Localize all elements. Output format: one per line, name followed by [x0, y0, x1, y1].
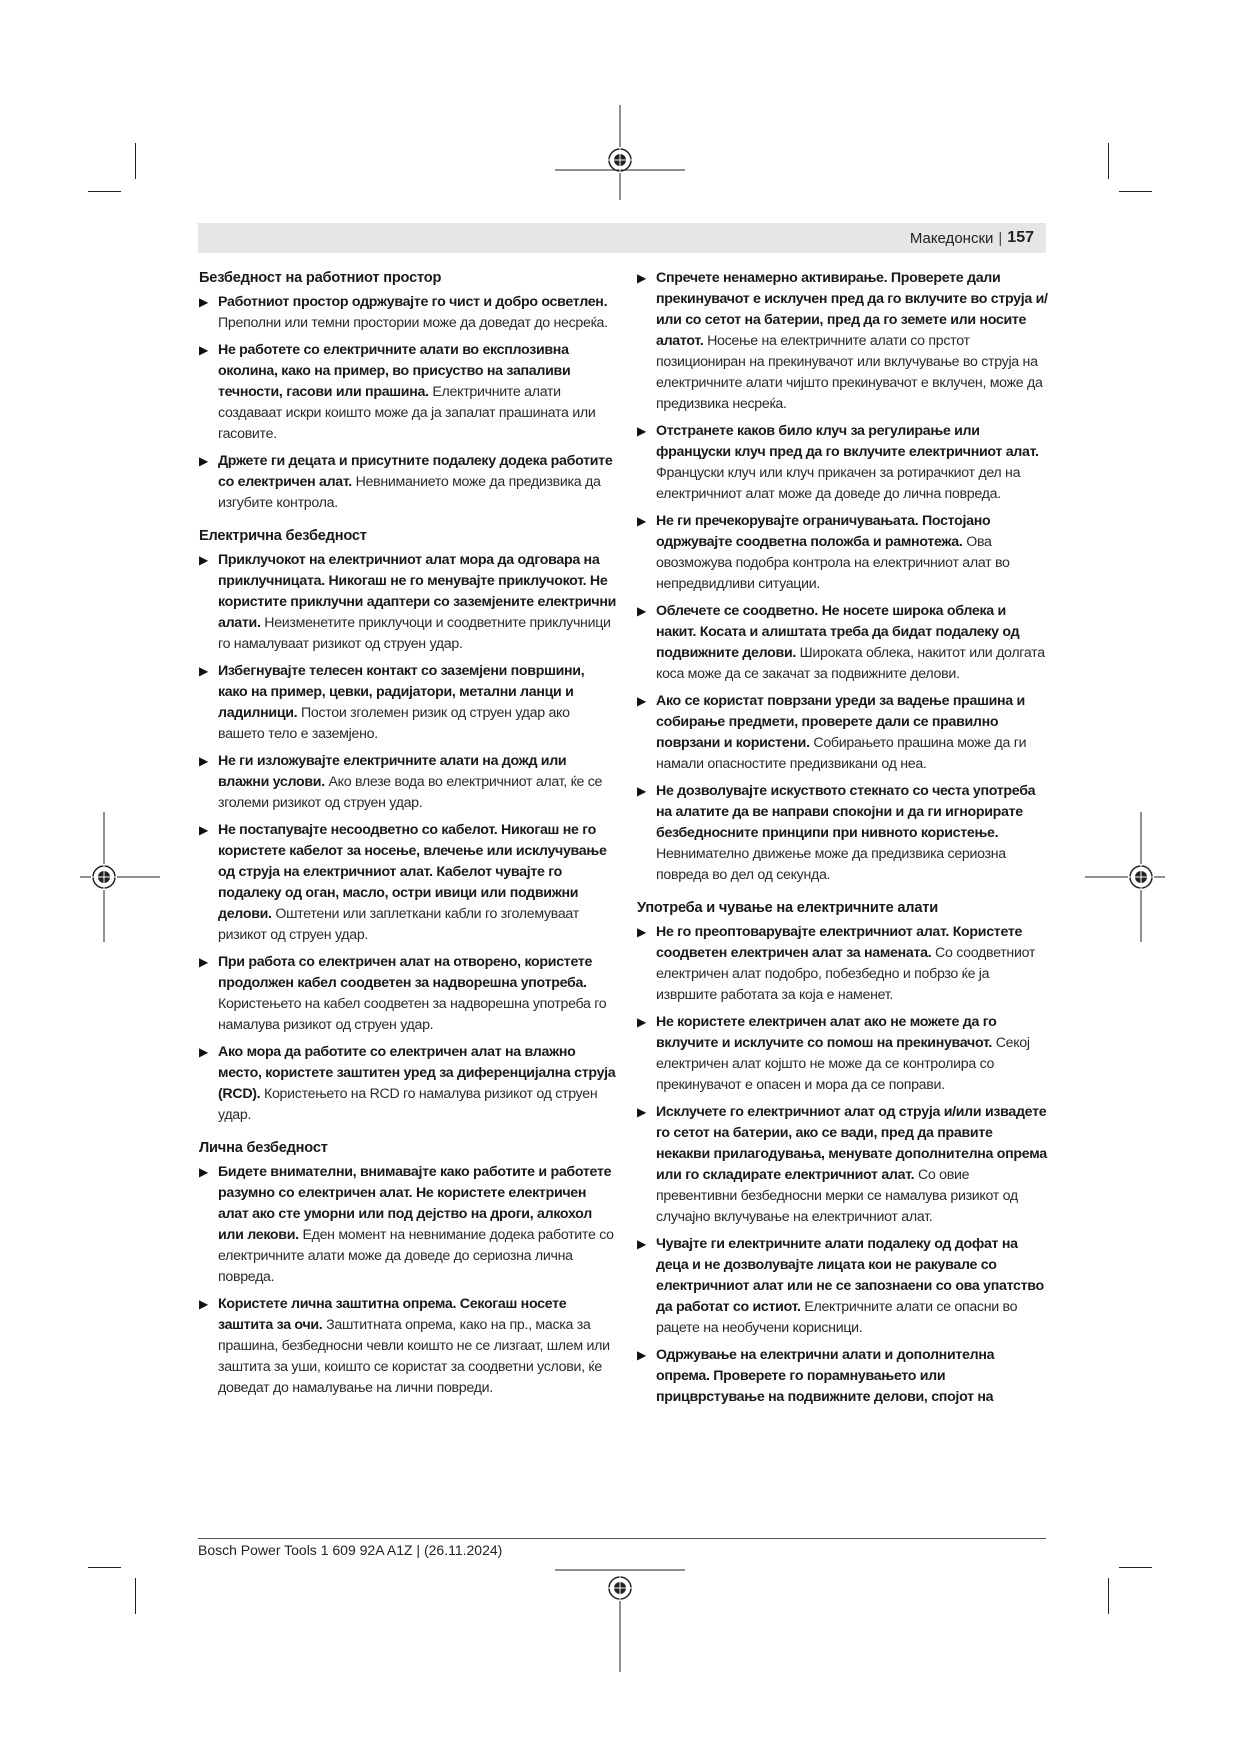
triangle-bullet-icon: ▶ [637, 1105, 646, 1119]
item-body-text: Ова овозможува подобра контрола на електричниот алат во непредвидливи ситуации. [656, 534, 1010, 592]
triangle-bullet-icon: ▶ [199, 754, 208, 768]
item-body-text: Со соодветниот електричен алат подобро, побезбедно и побрзо ќе ја извршите работата за која е наменет. [656, 945, 1036, 1003]
left-column [199, 268, 617, 1411]
triangle-bullet-icon: ▶ [637, 1237, 646, 1251]
list-item [199, 751, 617, 814]
crop-mark [1108, 1578, 1109, 1614]
item-bold-text: Облечете се соодветно. Не носете широка облека и накит. Косата и алиштата треба да бидат подалеку од подвижните делови. [656, 603, 1020, 661]
triangle-bullet-icon: ▶ [637, 1015, 646, 1029]
item-bold-text: Исклучете го електричниот алат од струја и/или извадете го сетот на батерии, ако се вади, пред да правите некакви прилагодувања, менувате дополнителна опрема или го складирате електричниот алат. [656, 1104, 1047, 1183]
list-item [199, 1294, 617, 1399]
item-bold-text: Не ги изложувајте електричните алати на дожд или влажни услови. [218, 753, 567, 790]
triangle-bullet-icon: ▶ [637, 925, 646, 939]
header-separator: | [998, 229, 1003, 247]
item-body-text: Со овие превентивни безбедносни мерки се намалува ризикот од случајно вклучување на електричниот алат. [656, 1167, 1018, 1225]
list-item [637, 691, 1049, 775]
item-body-text: Собирањето прашина може да ги намали опасностите предизвикани од неа. [656, 735, 1027, 772]
item-bold-text: Држете ги децата и присутните подалеку додека работите со електричен алат. [218, 453, 613, 490]
item-bold-text: Отстранете каков било клуч за регулирање или француски клуч пред да го вклучите електричниот алат. [656, 423, 1039, 460]
item-body-text: Секој електричен алат којшто не може да се контролира со прекинувачот е опасен и мора да се поправи. [656, 1035, 1030, 1093]
item-bold-text: Одржување на електрични алати и дополнителна опрема. Проверете го порамнувањето или прицврстување на подвижните делови, спојот на [656, 1347, 995, 1405]
list-item [637, 601, 1049, 685]
item-bold-text: Не го преоптоварувајте електричниот алат. Користете соодветен електричен алат за намената. [656, 924, 1023, 961]
list-item [637, 1234, 1049, 1339]
item-bold-text: Приклучокот на електричниот алат мора да одговара на приклучницата. Никогаш не го менувајте приклучокот. Не користите приклучни адаптери со заземјените електрични алати. [218, 552, 617, 631]
item-bold-text: Не работете со електричните алати во експлозивна околина, како на пример, во присуство на запаливи течности, гасови или прашина. [218, 342, 571, 400]
item-body-text: Ако влезе вода во електричниот алат, ќе се зголеми ризикот од струен удар. [218, 774, 603, 811]
crop-mark [135, 143, 136, 179]
item-body-text: Невниманието може да предизвика да изгубите контрола. [218, 474, 601, 511]
section-heading: Лична безбедност [199, 1140, 328, 1156]
list-item [199, 1042, 617, 1126]
triangle-bullet-icon: ▶ [199, 553, 208, 567]
crop-mark [88, 191, 121, 192]
triangle-bullet-icon: ▶ [199, 1297, 208, 1311]
item-body-text: Електричните алати се опасни во рацете на необучени корисници. [656, 1299, 1018, 1336]
item-body-text: Електричните алати создаваат искри коишто може да ја запалат прашината или гасовите. [218, 384, 596, 442]
item-bold-text: Избегнувајте телесен контакт со заземјени површини, како на пример, цевки, радијатори, метални ланци и ладилници. [218, 663, 585, 721]
item-body-text: Невнимателно движење може да предизвика сериозна повреда во дел од секунда. [656, 846, 1006, 883]
triangle-bullet-icon: ▶ [199, 343, 208, 357]
list-item [199, 340, 617, 445]
section-heading: Употреба и чување на електричните алати [637, 900, 938, 916]
item-body-text: Еден момент на невнимание додека работите со електричните алати може да доведе до сериозна лична повреда. [218, 1227, 614, 1285]
list-item [199, 1162, 617, 1288]
section-heading: Електрична безбедност [199, 528, 367, 544]
item-body-text: Користењето на RCD го намалува ризикот од струен удар. [218, 1086, 598, 1123]
list-item [637, 922, 1049, 1006]
page-header [198, 223, 1046, 253]
item-bold-text: Спречете ненамерно активирање. Проверете дали прекинувачот е исклучен пред да го вклучите во струја и/или со сетот на батерии, пред да го земете или носите алатот. [656, 270, 1048, 349]
item-body-text: Носење на електричните алати со прстот позициониран на прекинувачот или вклучување во струја на електричните алати чијшто прекинувачот е вклучен, може да предизвика несреќа. [656, 333, 1043, 412]
registration-mark-top [555, 105, 685, 215]
crop-mark [1119, 1567, 1152, 1568]
list-item [637, 1345, 1049, 1408]
item-bold-text: Не дозволувајте искуството стекнато со честа употреба на алатите да ве направи спокојни и да ги игнорирате безбедносните принципи при нивното користење. [656, 783, 1036, 841]
item-body-text: Француски клуч или клуч прикачен за ротирачкиот дел на електричниот алат може да доведе до лична повреда. [656, 465, 1021, 502]
item-bold-text: Чувајте ги електричните алати подалеку од дофат на деца и не дозволувајте лицата кои не ракувале со електричниот алат или не се запознаени со ова упатство да работат со истиот. [656, 1236, 1044, 1315]
registration-mark-bottom [555, 1562, 685, 1672]
item-bold-text: Бидете внимателни, внимавајте како работите и работете разумно со електричен алат. Не користете електричен алат ако сте уморни или под дејство на дроги, алкохол или лекови. [218, 1164, 612, 1243]
item-body-text: Постои зголемен ризик од струен удар ако вашето тело е заземјено. [218, 705, 570, 742]
triangle-bullet-icon: ▶ [199, 823, 208, 837]
triangle-bullet-icon: ▶ [637, 271, 646, 285]
section-heading: Безбедност на работниот простор [199, 270, 442, 286]
triangle-bullet-icon: ▶ [637, 694, 646, 708]
item-bold-text: При работа со електричен алат на отворено, користете продолжен кабел соодветен за надворешна употреба. [218, 954, 593, 991]
item-body-text: Користењето на кабел соодветен за надворешна употреба го намалува ризикот од струен удар. [218, 996, 607, 1033]
list-item [199, 661, 617, 745]
list-item [199, 820, 617, 946]
list-item [199, 952, 617, 1036]
crop-mark [1119, 191, 1152, 192]
triangle-bullet-icon: ▶ [199, 295, 208, 309]
list-item [637, 781, 1049, 886]
footer-text: Bosch Power Tools 1 609 92A A1Z | (26.11.2024) [198, 1542, 503, 1558]
triangle-bullet-icon: ▶ [637, 514, 646, 528]
registration-mark-left [80, 812, 160, 942]
list-item [637, 421, 1049, 505]
list-item [637, 511, 1049, 595]
item-bold-text: Не ги пречекорувајте ограничувањата. Постојано одржувајте соодветна положба и рамнотежа. [656, 513, 991, 550]
triangle-bullet-icon: ▶ [199, 955, 208, 969]
list-item [199, 550, 617, 655]
triangle-bullet-icon: ▶ [199, 1045, 208, 1059]
item-bold-text: Не постапувајте несоодветно со кабелот. Никогаш не го користете кабелот за носење, влечење или исклучување од струја на електричниот алат. Кабелот чувајте го подалеку од оган, масло, остри ивици или подвижни делови. [218, 822, 607, 922]
item-bold-text: Работниот простор одржувајте го чист и добро осветлен. [218, 294, 608, 310]
item-body-text: Заштитната опрема, како на пр., маска за прашина, безбедносни чевли коишто не се лизгаат, шлем или заштита за уши, коишто се користат за соодветни услови, ќе доведат до намалување на лични повреди. [218, 1317, 610, 1396]
item-body-text: Оштетени или заплеткани кабли го зголемуваат ризикот од струен удар. [218, 906, 579, 943]
triangle-bullet-icon: ▶ [199, 454, 208, 468]
list-item [199, 292, 617, 334]
list-item [637, 1012, 1049, 1096]
crop-mark [135, 1578, 136, 1614]
triangle-bullet-icon: ▶ [637, 784, 646, 798]
list-item [637, 1102, 1049, 1228]
item-body-text: Преполни или темни простории може да доведат до несреќа. [218, 315, 608, 331]
item-bold-text: Користете лична заштитна опрема. Секогаш носете заштита за очи. [218, 1296, 567, 1333]
triangle-bullet-icon: ▶ [637, 424, 646, 438]
item-bold-text: Не користете електричен алат ако не можете да го вклучите и исклучите со помош на прекинувачот. [656, 1014, 997, 1051]
list-item [199, 451, 617, 514]
right-column [637, 268, 1049, 1420]
page-number: 157 [1007, 229, 1034, 246]
footer-rule [198, 1538, 1046, 1539]
triangle-bullet-icon: ▶ [199, 664, 208, 678]
triangle-bullet-icon: ▶ [199, 1165, 208, 1179]
crop-mark [1108, 143, 1109, 179]
item-body-text: Широката облека, накитот или долгата коса може да се закачат за подвижните делови. [656, 645, 1045, 682]
item-bold-text: Ако се користат поврзани уреди за вадење прашина и собирање предмети, проверете дали се правилно поврзани и користени. [656, 693, 1025, 751]
item-body-text: Неизменетите приклучоци и соодветните приклучници го намалуваат ризикот од струен удар. [218, 615, 611, 652]
crop-mark [88, 1567, 121, 1568]
registration-mark-right [1085, 812, 1165, 942]
list-item [637, 268, 1049, 415]
triangle-bullet-icon: ▶ [637, 604, 646, 618]
triangle-bullet-icon: ▶ [637, 1348, 646, 1362]
item-bold-text: Ако мора да работите со електричен алат на влажно место, користете заштитен уред за диференцијална струја (RCD). [218, 1044, 616, 1102]
header-language: Македонски [909, 229, 994, 247]
